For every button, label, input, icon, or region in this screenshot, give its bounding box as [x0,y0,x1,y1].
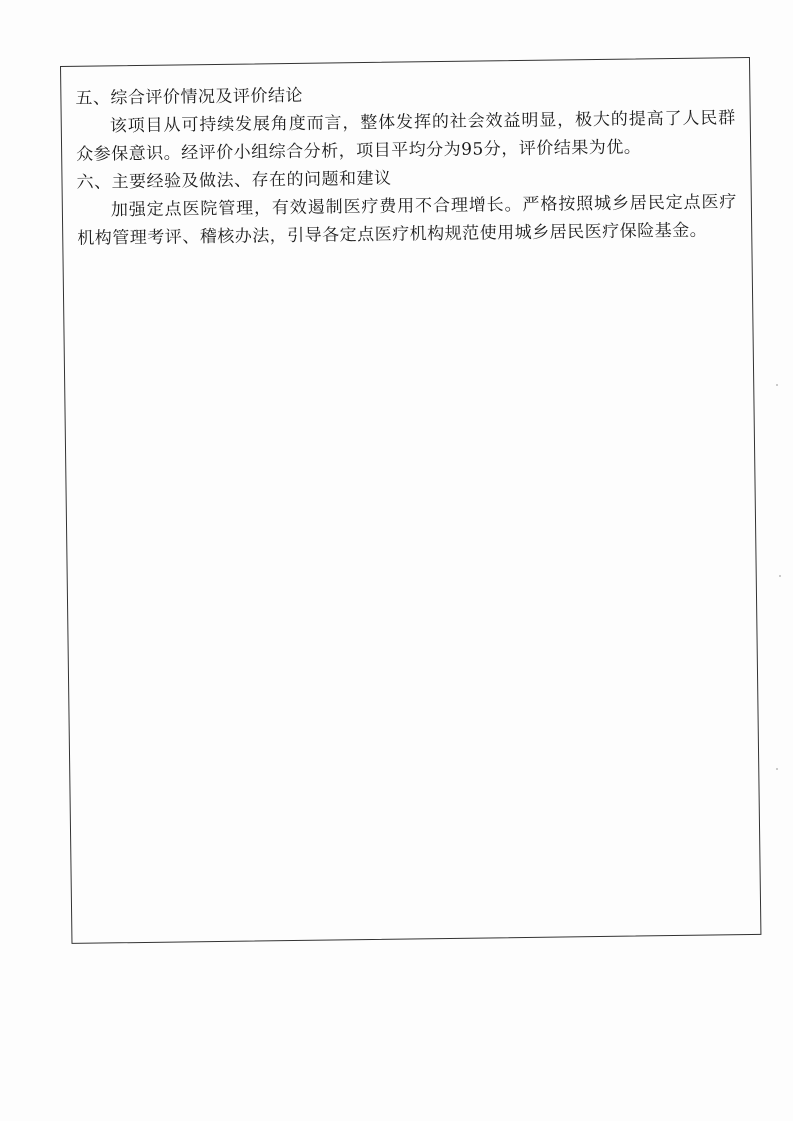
form-content [75,76,737,253]
scan-artifact [776,384,778,386]
section-6-body: 加强定点医院管理，有效遏制医疗费用不合理增长。严格按照城乡居民定点医疗机构管理考评、稽核办法，引导各定点医疗机构规范使用城乡居民医疗保险基金。 [77,192,737,249]
form-border-box [60,57,761,944]
section-5-heading: 五、综合评价情况及评价结论 [75,85,304,109]
section-6-heading: 六、主要经验及做法、存在的问题和建议 [76,168,392,193]
section-5-body: 该项目从可持续发展角度而言，整体发挥的社会效益明显，极大的提高了人民群众参保意识。经评价小组综合分析，项目平均分为95分，评价结果为优。 [76,108,736,165]
scan-artifact [776,768,778,770]
scan-artifact [779,575,781,577]
